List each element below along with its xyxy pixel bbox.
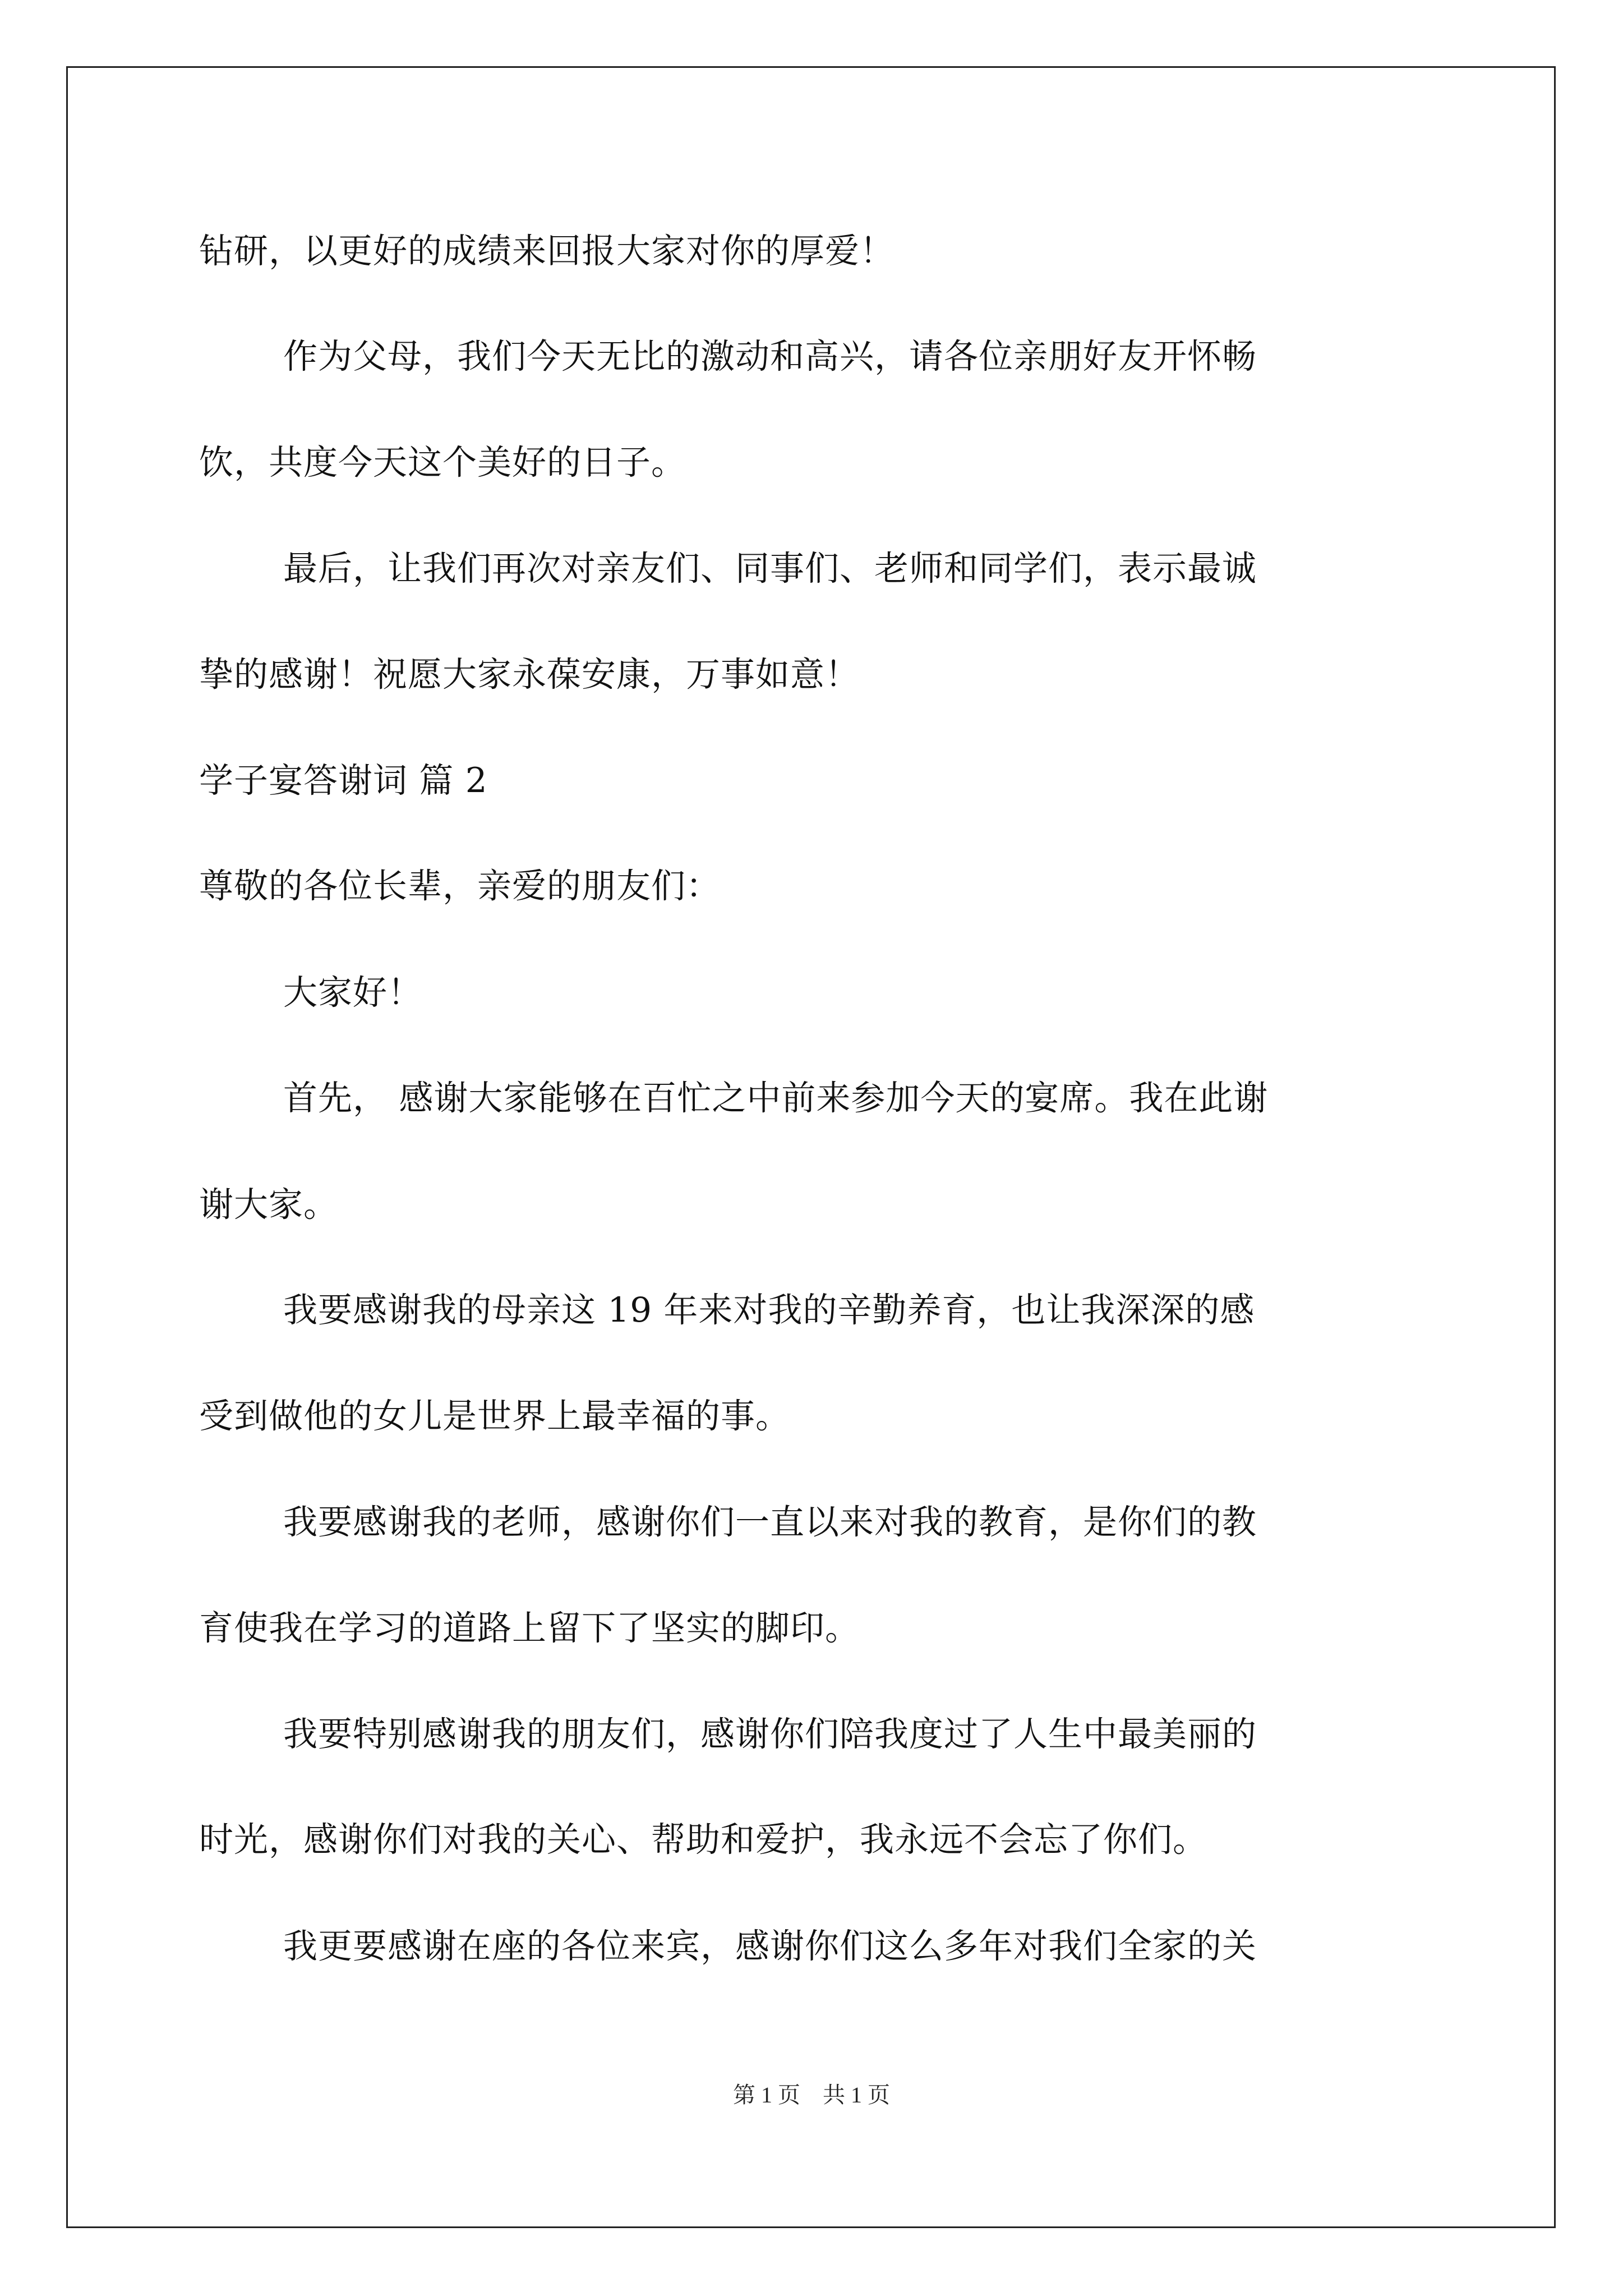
greeting: 大家好！ [283,973,423,1013]
salutation: 尊敬的各位长辈，亲爱的朋友们： [199,866,721,906]
body-line-3: 饮，共度今天这个美好的日子。 [199,443,686,482]
section-heading: 学子宴答谢词 篇 2 [199,761,488,800]
body-line-17: 我更要感谢在座的各位来宾，感谢你们这么多年对我们全家的关 [283,1926,1257,1966]
body-line-13: 我要感谢我的老师，感谢你们一直以来对我的教育，是你们的教 [283,1502,1257,1542]
body-line-9: 首先， 感谢大家能够在百忙之中前来参加今天的宴席。我在此谢 [283,1078,1269,1118]
body-line-5: 挚的感谢！祝愿大家永葆安康，万事如意！ [199,655,860,694]
page-footer: 第 1 页 共 1 页 [733,2082,890,2108]
body-line-15: 我要特别感谢我的朋友们，感谢你们陪我度过了人生中最美丽的 [283,1714,1257,1754]
body-line-12: 受到做他的女儿是世界上最幸福的事。 [199,1396,791,1436]
body-line-10: 谢大家。 [199,1185,339,1225]
body-line-11: 我要感谢我的母亲这 19 年来对我的辛勤养育，也让我深深的感 [283,1290,1255,1330]
body-line-4: 最后，让我们再次对亲友们、同事们、老师和同学们，表示最诚 [283,549,1257,588]
body-line-14: 育使我在学习的道路上留下了坚实的脚印。 [199,1608,860,1648]
body-line-2: 作为父母，我们今天无比的激动和高兴，请各位亲朋好友开怀畅 [283,337,1257,376]
body-line-16: 时光，感谢你们对我的关心、帮助和爱护，我永远不会忘了你们。 [199,1820,1208,1860]
page-border [66,66,1556,2228]
body-line-1: 钻研，以更好的成绩来回报大家对你的厚爱！ [199,231,895,271]
